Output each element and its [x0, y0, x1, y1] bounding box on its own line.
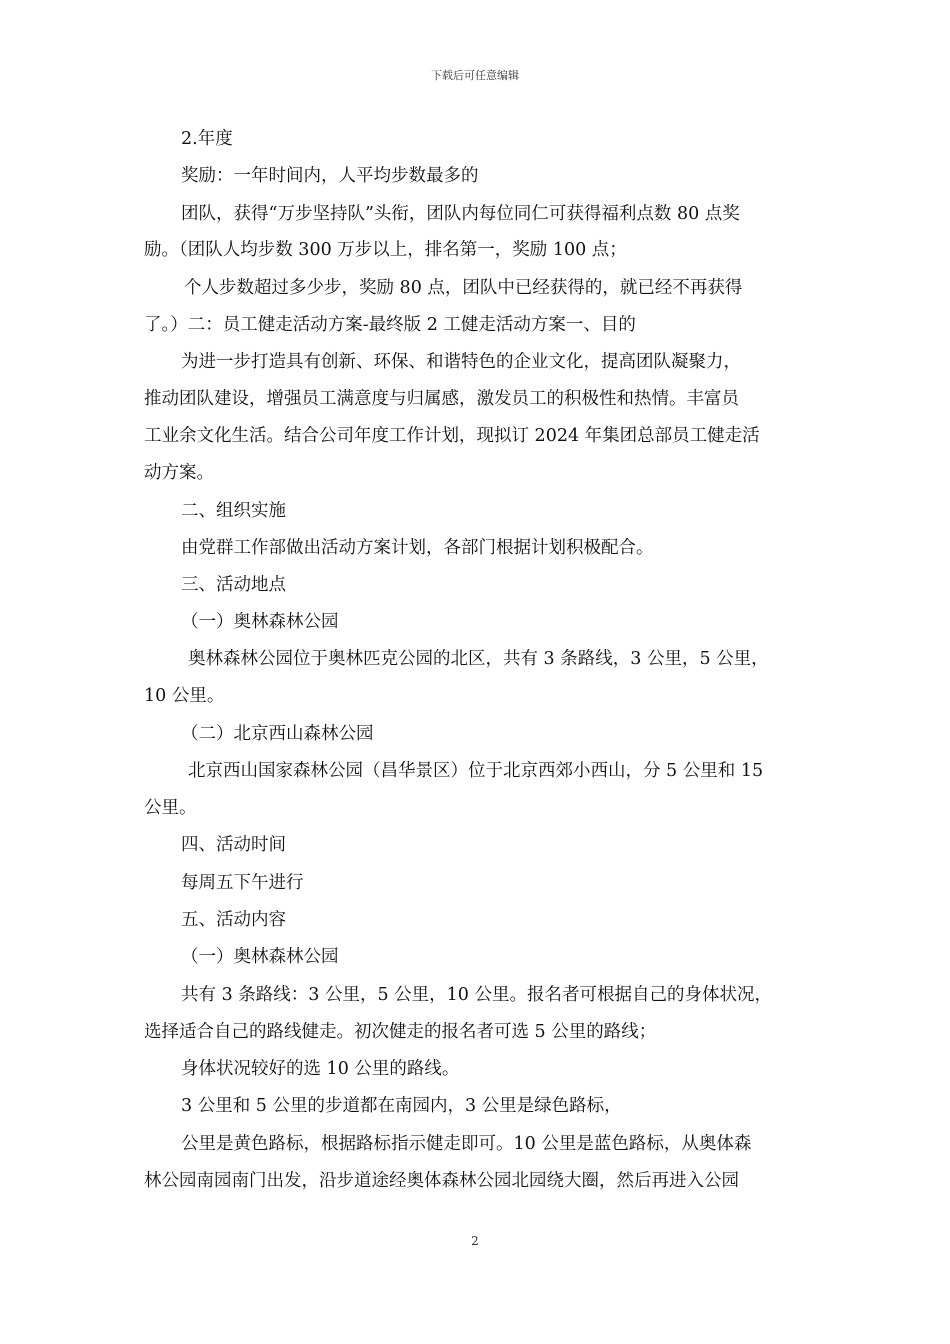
- paragraph-line: 团队，获得“万步坚持队”头衔，团队内每位同仁可获得福利点数 80 点奖: [181, 204, 740, 224]
- paragraph-line: 励。（团队人均步数 300 万步以上，排名第一，奖励 100 点；: [144, 240, 627, 260]
- section-heading: 四、活动时间: [181, 835, 286, 855]
- paragraph-line: 了。）二：员工健走活动方案-最终版 2 工健走活动方案一、目的: [144, 315, 636, 335]
- paragraph-line: 身体状况较好的选 10 公里的路线。: [181, 1059, 460, 1079]
- section-heading: 五、活动内容: [181, 910, 286, 930]
- paragraph-line: 推动团队建设，增强员工满意度与归属感，激发员工的积极性和热情。丰富员: [144, 389, 739, 409]
- page-number: 2: [471, 1234, 479, 1248]
- paragraph-line: 每周五下午进行: [181, 873, 304, 893]
- paragraph-line: 奖励：一年时间内，人平均步数最多的: [181, 166, 479, 186]
- page-header: 下载后可任意编辑: [431, 69, 519, 82]
- section-heading: 二、组织实施: [181, 501, 286, 521]
- subsection-heading: （一）奥林森林公园: [181, 947, 339, 967]
- paragraph-line: 个人步数超过多少步，奖励 80 点，团队中已经获得的，就已经不再获得: [184, 278, 743, 298]
- paragraph-line: 2.年度: [181, 129, 233, 149]
- paragraph-line: 奥林森林公园位于奥林匹克公园的北区，共有 3 条路线，3 公里，5 公里，: [188, 649, 769, 669]
- subsection-heading: （一）奥林森林公园: [181, 612, 339, 632]
- paragraph-line: 为进一步打造具有创新、环保、和谐特色的企业文化，提高团队凝聚力，: [181, 352, 741, 372]
- section-heading: 三、活动地点: [181, 575, 286, 595]
- paragraph-line: 工业余文化生活。结合公司年度工作计划，现拟订 2024 年集团总部员工健走活: [144, 426, 760, 446]
- paragraph-line: 公里是黄色路标，根据路标指示健走即可。10 公里是蓝色路标，从奥体森: [181, 1134, 752, 1154]
- paragraph-line: 北京西山国家森林公园（昌华景区）位于北京西郊小西山，分 5 公里和 15: [188, 761, 764, 781]
- paragraph-line: 动方案。: [144, 463, 214, 483]
- paragraph-line: 公里。: [144, 798, 197, 818]
- paragraph-line: 共有 3 条路线：3 公里，5 公里，10 公里。报名者可根据自己的身体状况，: [181, 985, 772, 1005]
- subsection-heading: （二）北京西山森林公园: [181, 724, 374, 744]
- paragraph-line: 10 公里。: [144, 686, 225, 706]
- paragraph-line: 由党群工作部做出活动方案计划，各部门根据计划积极配合。: [181, 538, 654, 558]
- paragraph-line: 3 公里和 5 公里的步道都在南园内，3 公里是绿色路标，: [181, 1096, 622, 1116]
- paragraph-line: 选择适合自己的路线健走。初次健走的报名者可选 5 公里的路线；: [144, 1022, 657, 1042]
- paragraph-line: 林公园南园南门出发，沿步道途经奥体森林公园北园绕大圈，然后再进入公园: [144, 1171, 739, 1191]
